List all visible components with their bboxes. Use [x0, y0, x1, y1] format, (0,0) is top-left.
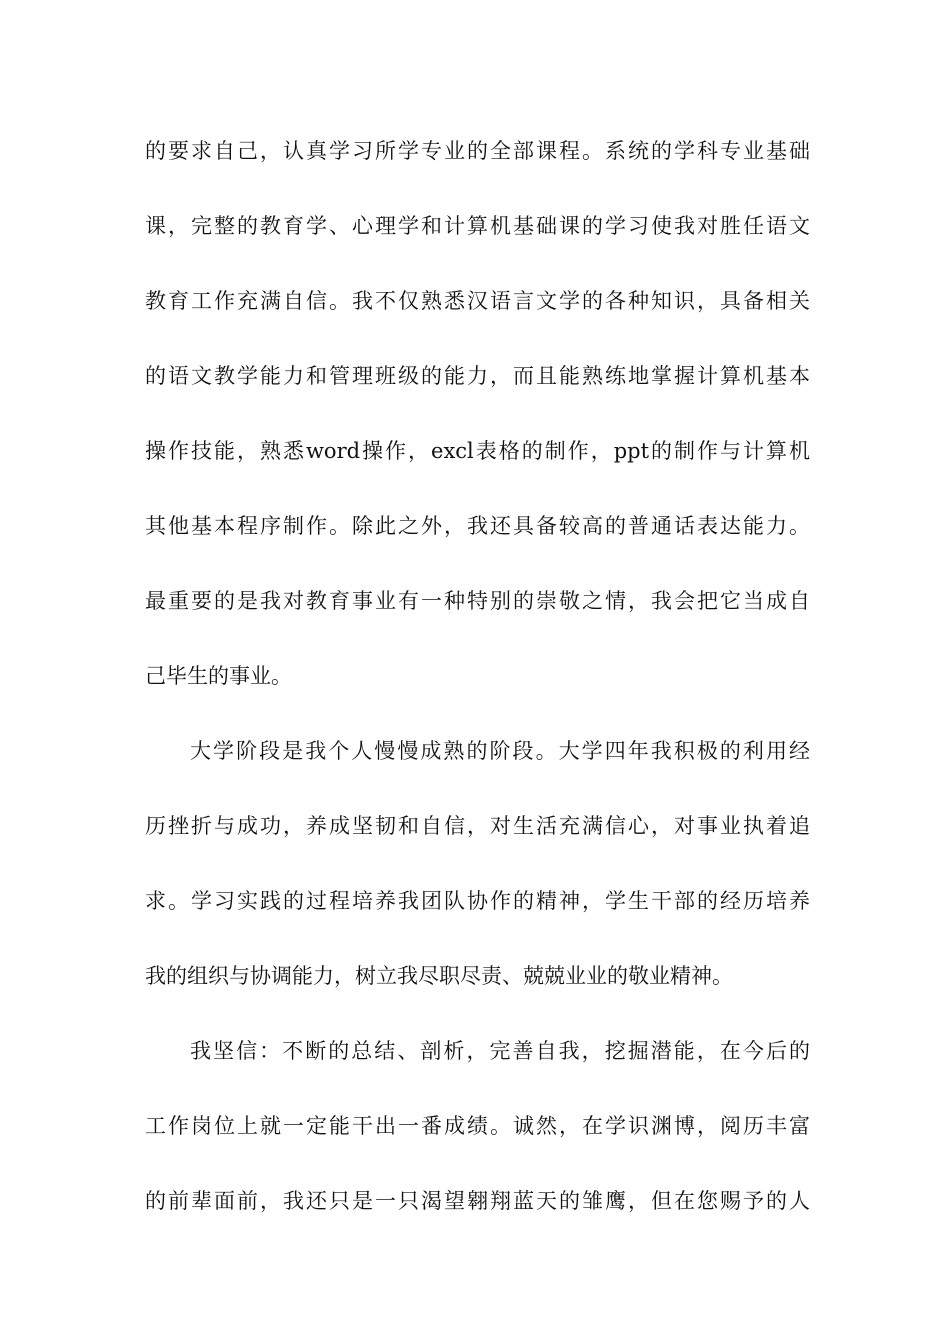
paragraph-2-line-1: 大学阶段是我个人慢慢成熟的阶段。大学四年我积极的利用经	[190, 739, 810, 763]
paragraph-1-line-5: 操作技能，熟悉word操作，excl表格的制作，ppt的制作与计算机	[145, 439, 810, 463]
paragraph-3-line-2: 工作岗位上就一定能干出一番成绩。诚然，在学识渊博，阅历丰富	[145, 1114, 810, 1138]
paragraph-1-line-7: 最重要的是我对教育事业有一种特别的崇敬之情，我会把它当成自	[145, 589, 810, 613]
paragraph-1-line-3: 教育工作充满自信。我不仅熟悉汉语言文学的各种知识，具备相关	[145, 289, 810, 313]
paragraph-2-line-4: 我的组织与协调能力，树立我尽职尽责、兢兢业业的敬业精神。	[145, 964, 733, 988]
paragraph-3-line-3: 的前辈面前，我还只是一只渴望翱翔蓝天的雏鹰，但在您赐予的人	[145, 1189, 810, 1213]
paragraph-1-line-1: 的要求自己，认真学习所学专业的全部课程。系统的学科专业基础	[145, 139, 810, 163]
paragraph-2-line-2: 历挫折与成功，养成坚韧和自信，对生活充满信心，对事业执着追	[145, 814, 810, 838]
paragraph-1-line-8: 己毕生的事业。	[145, 664, 292, 688]
paragraph-1-line-6: 其他基本程序制作。除此之外，我还具备较高的普通话表达能力。	[145, 514, 810, 538]
paragraph-1-line-2: 课，完整的教育学、心理学和计算机基础课的学习使我对胜任语文	[145, 214, 810, 238]
paragraph-1-line-4: 的语文教学能力和管理班级的能力，而且能熟练地掌握计算机基本	[145, 364, 810, 388]
paragraph-2-line-3: 求。学习实践的过程培养我团队协作的精神，学生干部的经历培养	[145, 889, 810, 913]
paragraph-3-line-1: 我坚信：不断的总结、剖析，完善自我，挖掘潜能，在今后的	[190, 1039, 810, 1063]
